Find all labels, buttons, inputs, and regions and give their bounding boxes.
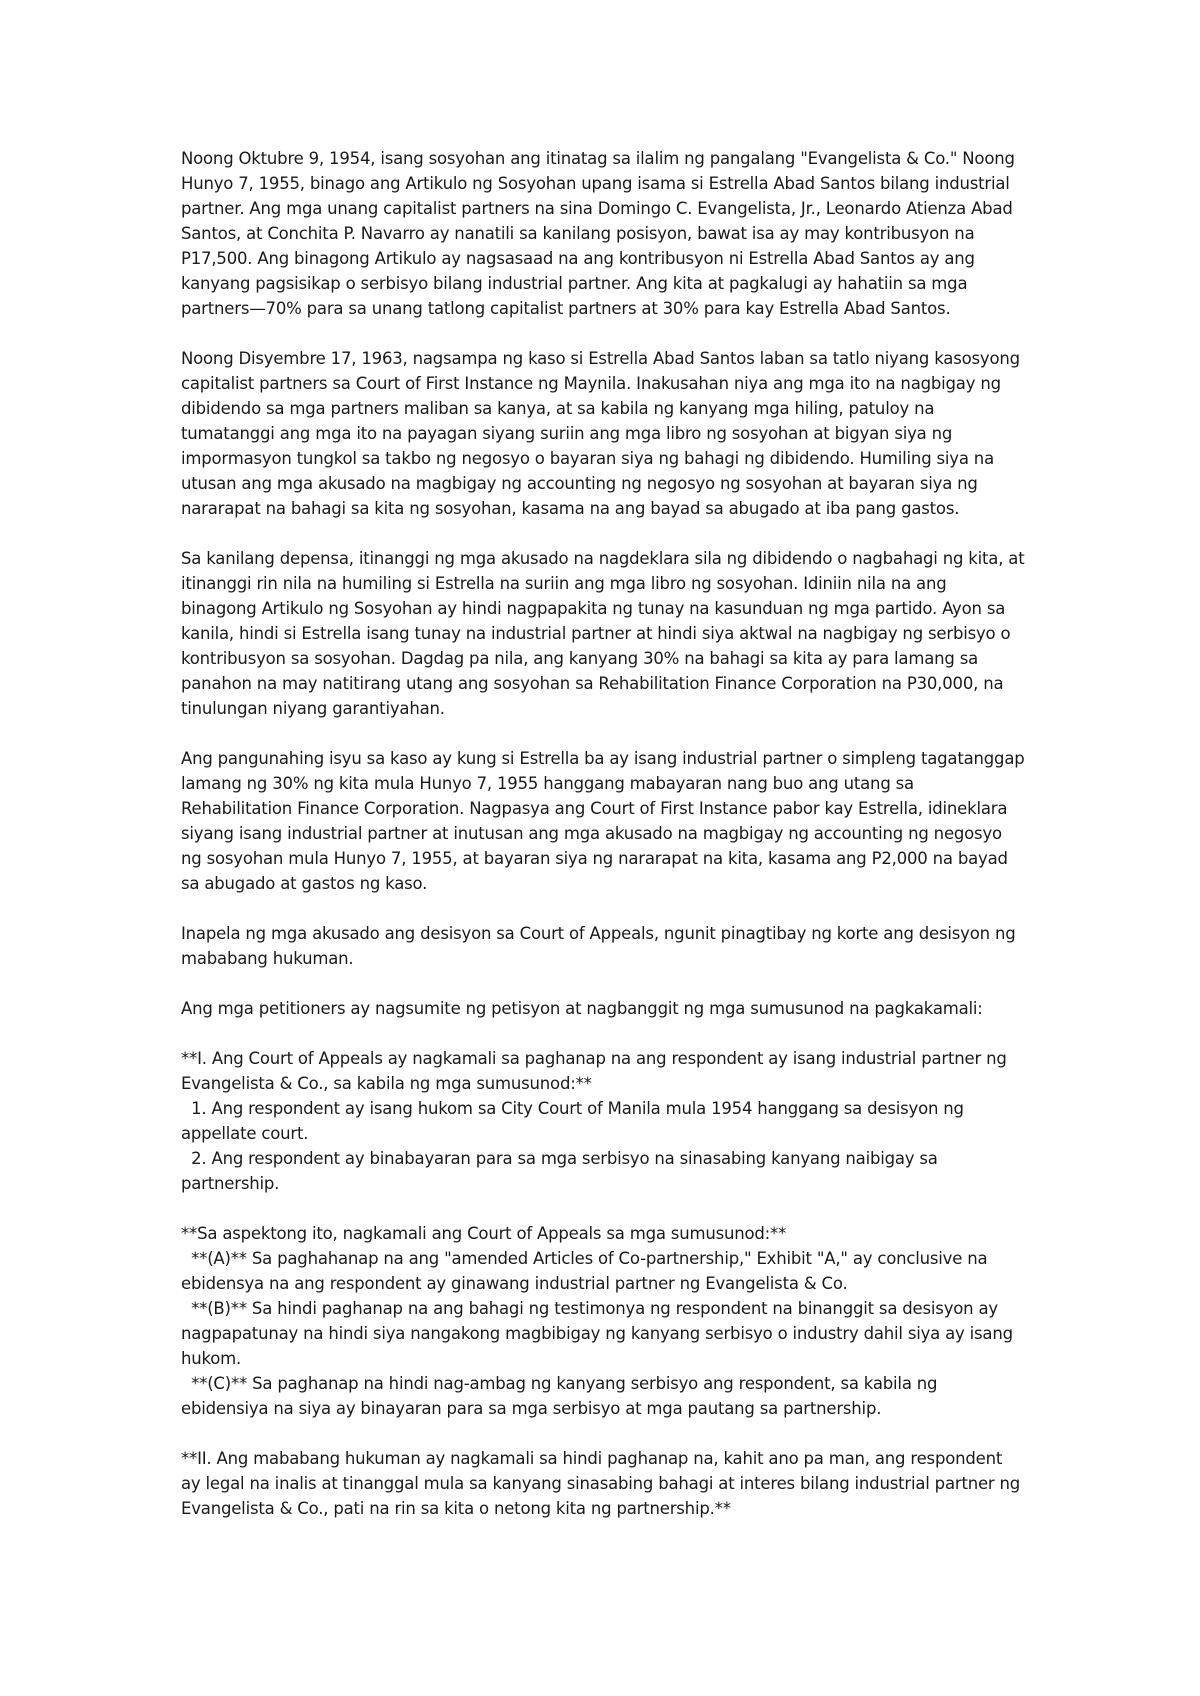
text-line: 2. Ang respondent ay binabayaran para sa mga serbisyo na sinasabing kanyang naibigay sa xyxy=(181,1149,938,1168)
text-line: impormasyon tungkol sa takbo ng negosyo o bayaran siya ng bahagi ng dibidendo. Humiling siya na xyxy=(181,449,994,468)
text-line: Santos, at Conchita P. Navarro ay nanatili sa kanilang posisyon, bawat isa ay may kontribusyon na xyxy=(181,224,975,243)
paragraph xyxy=(181,1446,1031,1521)
text-line: Evangelista & Co., pati na rin sa kita o netong kita ng partnership.** xyxy=(181,1499,731,1518)
paragraph xyxy=(181,546,1031,721)
text-line: hukom. xyxy=(181,1349,242,1368)
text-line: ebidensiya na siya ay binayaran para sa mga serbisyo at mga pautang sa partnership. xyxy=(181,1399,882,1418)
text-line: kontribusyon sa sosyohan. Dagdag pa nila, ang kanyang 30% na bahagi sa kita ay para lamang sa xyxy=(181,649,978,668)
text-line: **II. Ang mababang hukuman ay nagkamali sa hindi paghanap na, kahit ano pa man, ang respondent xyxy=(181,1449,1003,1468)
text-line: Hunyo 7, 1955, binago ang Artikulo ng Sosyohan upang isama si Estrella Abad Santos bilang industrial xyxy=(181,174,1010,193)
text-line: nararapat na bahagi sa kita ng sosyohan, kasama na ang bayad sa abugado at iba pang gastos. xyxy=(181,499,960,518)
paragraph xyxy=(181,921,1031,971)
text-line: mababang hukuman. xyxy=(181,949,354,968)
text-line: ng sosyohan mula Hunyo 7, 1955, at bayaran siya ng nararapat na kita, kasama ang P2,000 na bayad xyxy=(181,849,1008,868)
text-line: tumatanggi ang mga ito na payagan siyang suriin ang mga libro ng sosyohan at bigyan siya ng xyxy=(181,424,953,443)
text-line: tinulungan niyang garantiyahan. xyxy=(181,699,445,718)
text-line: P17,500. Ang binagong Artikulo ay nagsasaad na ang kontribusyon ni Estrella Abad Santos ay ang xyxy=(181,249,975,268)
text-line: Noong Disyembre 17, 1963, nagsampa ng kaso si Estrella Abad Santos laban sa tatlo niyang kasosyong xyxy=(181,349,1020,368)
text-line: Rehabilitation Finance Corporation. Nagpasya ang Court of First Instance pabor kay Estrella, idineklara xyxy=(181,799,1008,818)
text-line: **Sa aspektong ito, nagkamali ang Court of Appeals sa mga sumusunod:** xyxy=(181,1224,787,1243)
paragraph xyxy=(181,146,1031,321)
text-line: appellate court. xyxy=(181,1124,309,1143)
text-line: dibidendo sa mga partners maliban sa kanya, at sa kabila ng kanyang mga hiling, patuloy na xyxy=(181,399,935,418)
text-line: **I. Ang Court of Appeals ay nagkamali sa paghanap na ang respondent ay isang industrial partner ng xyxy=(181,1049,1007,1068)
document-page xyxy=(181,146,1031,1546)
text-line: itinanggi rin nila na humiling si Estrella na suriin ang mga libro ng sosyohan. Idiniin nila na ang xyxy=(181,574,947,593)
text-line: partnership. xyxy=(181,1174,280,1193)
paragraph xyxy=(181,746,1031,896)
text-line: capitalist partners sa Court of First Instance ng Maynila. Inakusahan niya ang mga ito na nagbigay ng xyxy=(181,374,1001,393)
text-line: siyang isang industrial partner at inutusan ang mga akusado na magbigay ng accounting ng negosyo xyxy=(181,824,1002,843)
paragraph xyxy=(181,1221,1031,1421)
text-line: partners—70% para sa unang tatlong capitalist partners at 30% para kay Estrella Abad Santos. xyxy=(181,299,951,318)
text-line: Ang pangunahing isyu sa kaso ay kung si Estrella ba ay isang industrial partner o simpleng tagatanggap xyxy=(181,749,1025,768)
text-line: **(A)** Sa paghahanap na ang "amended Articles of Co-partnership," Exhibit "A," ay conclusive na xyxy=(181,1249,988,1268)
text-line: utusan ang mga akusado na magbigay ng accounting ng negosyo ng sosyohan at bayaran siya ng xyxy=(181,474,978,493)
text-line: 1. Ang respondent ay isang hukom sa City Court of Manila mula 1954 hanggang sa desisyon ng xyxy=(181,1099,964,1118)
paragraph xyxy=(181,996,1031,1021)
text-line: Noong Oktubre 9, 1954, isang sosyohan ang itinatag sa ilalim ng pangalang "Evangelista & Co." Noong xyxy=(181,149,1015,168)
paragraph xyxy=(181,346,1031,521)
text-line: **(B)** Sa hindi paghanap na ang bahagi ng testimonya ng respondent na binanggit sa desisyon ay xyxy=(181,1299,998,1318)
text-line: Sa kanilang depensa, itinanggi ng mga akusado na nagdeklara sila ng dibidendo o nagbahagi ng kita, at xyxy=(181,549,1025,568)
text-line: panahon na may natitirang utang ang sosyohan sa Rehabilitation Finance Corporation na P30,000, na xyxy=(181,674,1004,693)
text-line: nagpapatunay na hindi siya nangakong magbibigay ng kanyang serbisyo o industry dahil siya ay isang xyxy=(181,1324,1013,1343)
text-line: **(C)** Sa paghanap na hindi nag-ambag ng kanyang serbisyo ang respondent, sa kabila ng xyxy=(181,1374,938,1393)
text-line: binagong Artikulo ng Sosyohan ay hindi nagpapakita ng tunay na kasunduan ng mga partido. Ayon sa xyxy=(181,599,1006,618)
text-line: Evangelista & Co., sa kabila ng mga sumusunod:** xyxy=(181,1074,592,1093)
text-line: partner. Ang mga unang capitalist partners na sina Domingo C. Evangelista, Jr., Leonardo Atienza Abad xyxy=(181,199,1013,218)
text-line: ay legal na inalis at tinanggal mula sa kanyang sinasabing bahagi at interes bilang industrial partner ng xyxy=(181,1474,1021,1493)
text-line: ebidensya na ang respondent ay ginawang industrial partner ng Evangelista & Co. xyxy=(181,1274,848,1293)
text-line: Ang mga petitioners ay nagsumite ng petisyon at nagbanggit ng mga sumusunod na pagkakamali: xyxy=(181,999,983,1018)
text-line: kanyang pagsisikap o serbisyo bilang industrial partner. Ang kita at pagkalugi ay hahatiin sa mga xyxy=(181,274,968,293)
text-line: kanila, hindi si Estrella isang tunay na industrial partner at hindi siya aktwal na nagbigay ng serbisyo o xyxy=(181,624,1011,643)
text-line: Inapela ng mga akusado ang desisyon sa Court of Appeals, ngunit pinagtibay ng korte ang desisyon ng xyxy=(181,924,1016,943)
paragraph xyxy=(181,1046,1031,1196)
text-line: sa abugado at gastos ng kaso. xyxy=(181,874,428,893)
text-line: lamang ng 30% ng kita mula Hunyo 7, 1955 hanggang mabayaran nang buo ang utang sa xyxy=(181,774,914,793)
